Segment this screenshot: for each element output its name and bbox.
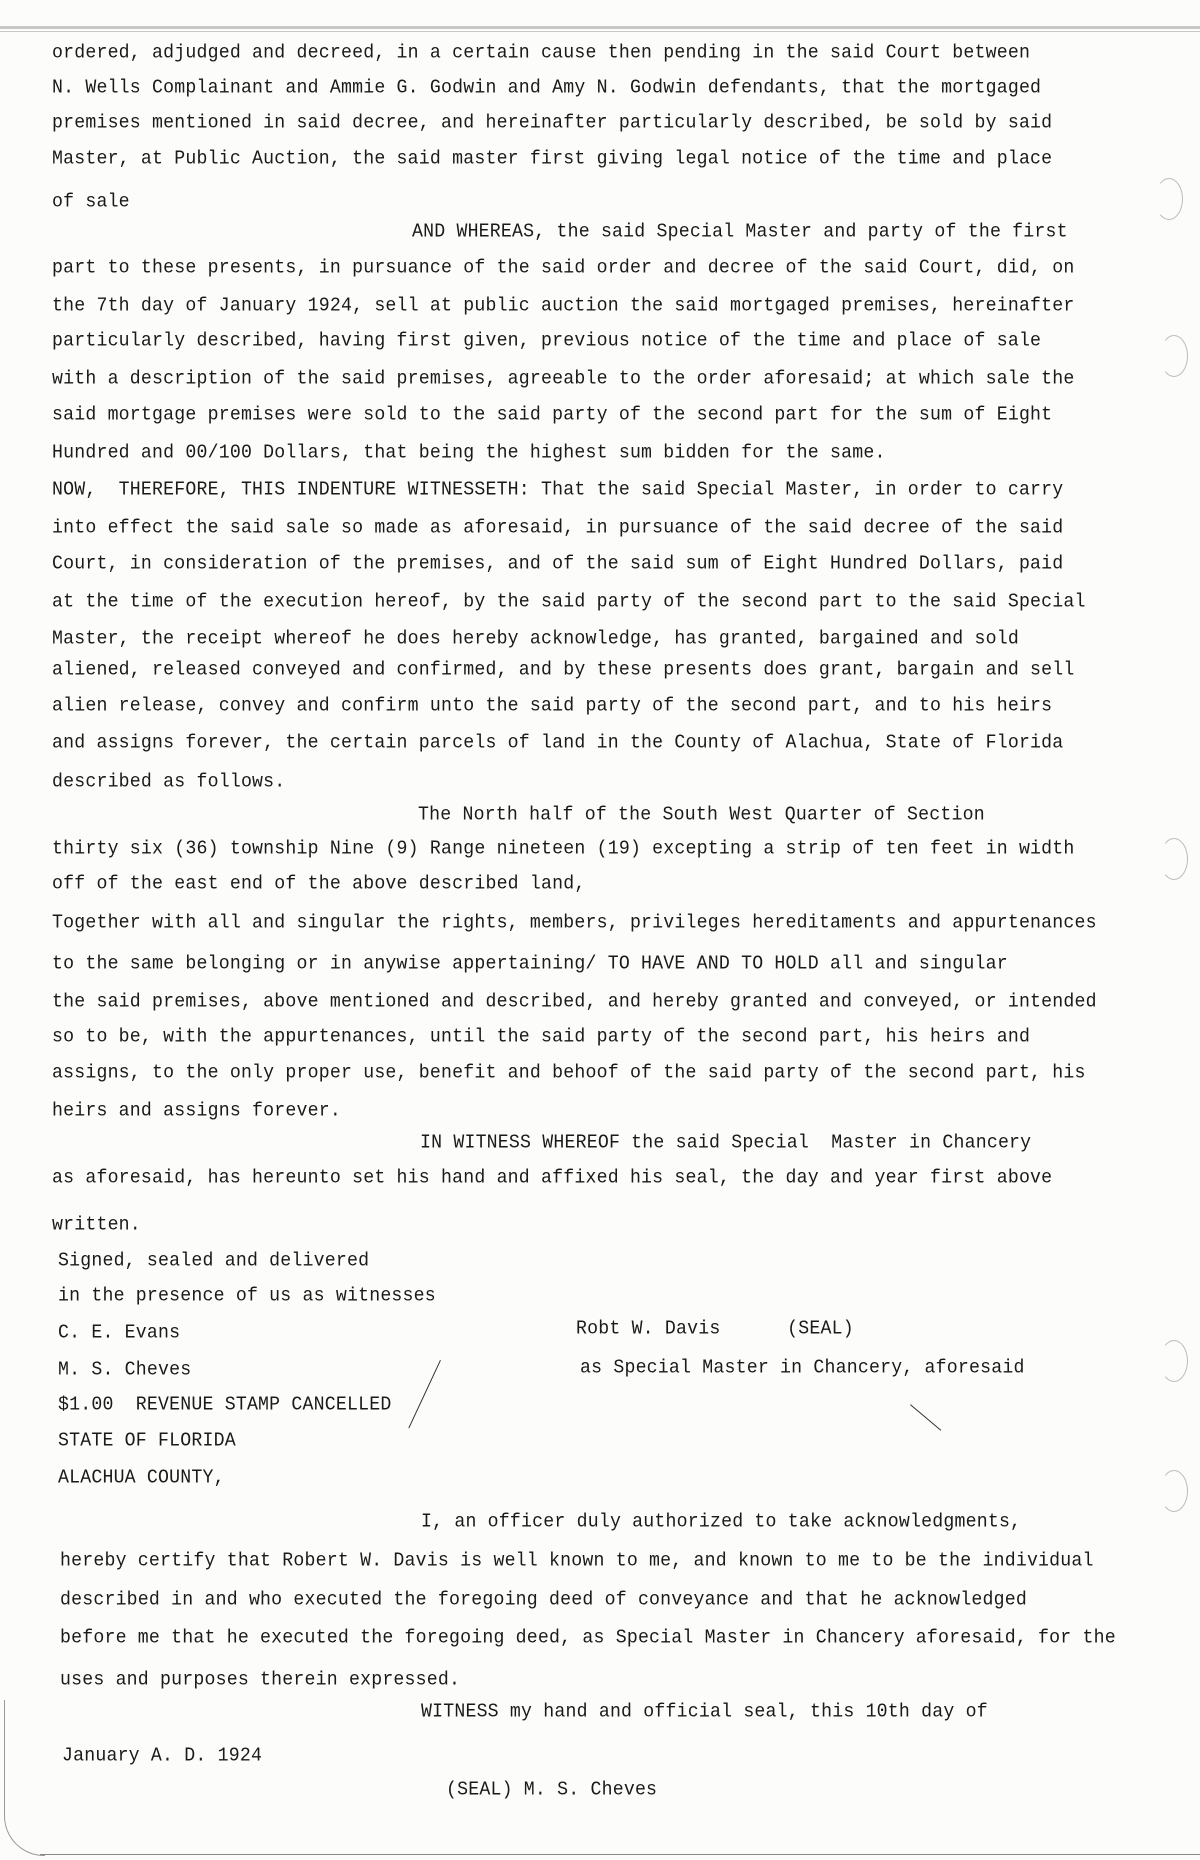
text-line: Master, at Public Auction, the said master first giving legal notice of the time and place: [52, 148, 1053, 170]
text-line: described as follows.: [52, 771, 286, 793]
punch-hole-mark: [1160, 335, 1188, 377]
text-line: alien release, convey and confirm unto the said party of the second part, and to his heirs: [52, 695, 1053, 717]
punch-hole-mark: [1160, 1340, 1188, 1382]
text-line: The North half of the South West Quarter of Section: [418, 804, 985, 826]
text-line: (SEAL) M. S. Cheves: [446, 1779, 658, 1801]
text-line: M. S. Cheves: [58, 1359, 192, 1381]
text-line: ordered, adjudged and decreed, in a certain cause then pending in the said Court between: [52, 42, 1031, 64]
text-line: thirty six (36) township Nine (9) Range nineteen (19) excepting a strip of ten feet in width: [52, 838, 1075, 860]
text-line: as Special Master in Chancery, aforesaid: [580, 1357, 1025, 1379]
text-line: AND WHEREAS, the said Special Master and party of the first: [412, 221, 1068, 243]
text-line: IN WITNESS WHEREOF the said Special Master in Chancery: [420, 1132, 1032, 1154]
text-line: of sale: [52, 191, 130, 213]
punch-hole-mark: [1160, 838, 1188, 880]
text-line: said mortgage premises were sold to the said party of the second part for the sum of Eight: [52, 404, 1053, 426]
text-line: Robt W. Davis (SEAL): [576, 1318, 854, 1340]
text-line: Hundred and 00/100 Dollars, that being the highest sum bidden for the same.: [52, 442, 886, 464]
text-line: at the time of the execution hereof, by the said party of the second part to the said Special: [52, 591, 1086, 613]
punch-hole-mark: [1155, 178, 1183, 220]
text-line: to the same belonging or in anywise appertaining/ TO HAVE AND TO HOLD all and singular: [52, 953, 1008, 975]
text-line: N. Wells Complainant and Ammie G. Godwin and Amy N. Godwin defendants, that the mortgaged: [52, 77, 1042, 99]
text-line: the said premises, above mentioned and described, and hereby granted and conveyed, or intended: [52, 991, 1097, 1013]
text-line: in the presence of us as witnesses: [58, 1285, 436, 1307]
text-line: $1.00 REVENUE STAMP CANCELLED: [58, 1394, 392, 1416]
text-line: Signed, sealed and delivered: [58, 1250, 370, 1272]
text-line: C. E. Evans: [58, 1322, 181, 1344]
text-line: Master, the receipt whereof he does hereby acknowledge, has granted, bargained and sold: [52, 628, 1019, 650]
text-line: Together with all and singular the rights, members, privileges hereditaments and appurtenances: [52, 912, 1097, 934]
text-line: uses and purposes therein expressed.: [60, 1669, 461, 1691]
text-line: STATE OF FLORIDA: [58, 1430, 236, 1452]
text-line: NOW, THEREFORE, THIS INDENTURE WITNESSETH: That the said Special Master, in order to carry: [52, 479, 1064, 501]
text-line: premises mentioned in said decree, and hereinafter particularly described, be sold by said: [52, 112, 1053, 134]
pen-mark: [910, 1404, 941, 1430]
text-line: particularly described, having first given, previous notice of the time and place of sale: [52, 330, 1042, 352]
text-line: part to these presents, in pursuance of the said order and decree of the said Court, did, on: [52, 257, 1075, 279]
text-line: into effect the said sale so made as aforesaid, in pursuance of the said decree of the said: [52, 517, 1064, 539]
text-line: Court, in consideration of the premises, and of the said sum of Eight Hundred Dollars, paid: [52, 553, 1064, 575]
text-line: so to be, with the appurtenances, until the said party of the second part, his heirs and: [52, 1026, 1031, 1048]
bottom-edge: [40, 1854, 1200, 1855]
text-line: before me that he executed the foregoing deed, as Special Master in Chancery aforesaid, for the: [60, 1627, 1116, 1649]
text-line: heirs and assigns forever.: [52, 1100, 341, 1122]
text-line: the 7th day of January 1924, sell at public auction the said mortgaged premises, hereinafter: [52, 295, 1075, 317]
text-line: with a description of the said premises, agreeable to the order aforesaid; at which sale the: [52, 368, 1075, 390]
text-line: aliened, released conveyed and confirmed, and by these presents does grant, bargain and sell: [52, 659, 1075, 681]
text-line: hereby certify that Robert W. Davis is well known to me, and known to me to be the individual: [60, 1550, 1094, 1572]
text-line: ALACHUA COUNTY,: [58, 1467, 225, 1489]
top-rule-thin: [0, 31, 1200, 32]
text-line: as aforesaid, has hereunto set his hand and affixed his seal, the day and year first above: [52, 1167, 1053, 1189]
text-line: and assigns forever, the certain parcels of land in the County of Alachua, State of Florida: [52, 732, 1064, 754]
text-line: off of the east end of the above described land,: [52, 873, 586, 895]
top-rule: [0, 26, 1200, 29]
text-line: I, an officer duly authorized to take acknowledgments,: [421, 1511, 1022, 1533]
text-line: assigns, to the only proper use, benefit and behoof of the said party of the second part, his: [52, 1062, 1086, 1084]
text-line: January A. D. 1924: [62, 1745, 263, 1767]
punch-hole-mark: [1160, 1470, 1188, 1512]
text-line: WITNESS my hand and official seal, this 10th day of: [421, 1701, 988, 1723]
text-line: written.: [52, 1214, 141, 1236]
check-mark: [408, 1360, 441, 1428]
page-corner: [4, 1700, 45, 1856]
text-line: described in and who executed the foregoing deed of conveyance and that he acknowledged: [60, 1589, 1027, 1611]
